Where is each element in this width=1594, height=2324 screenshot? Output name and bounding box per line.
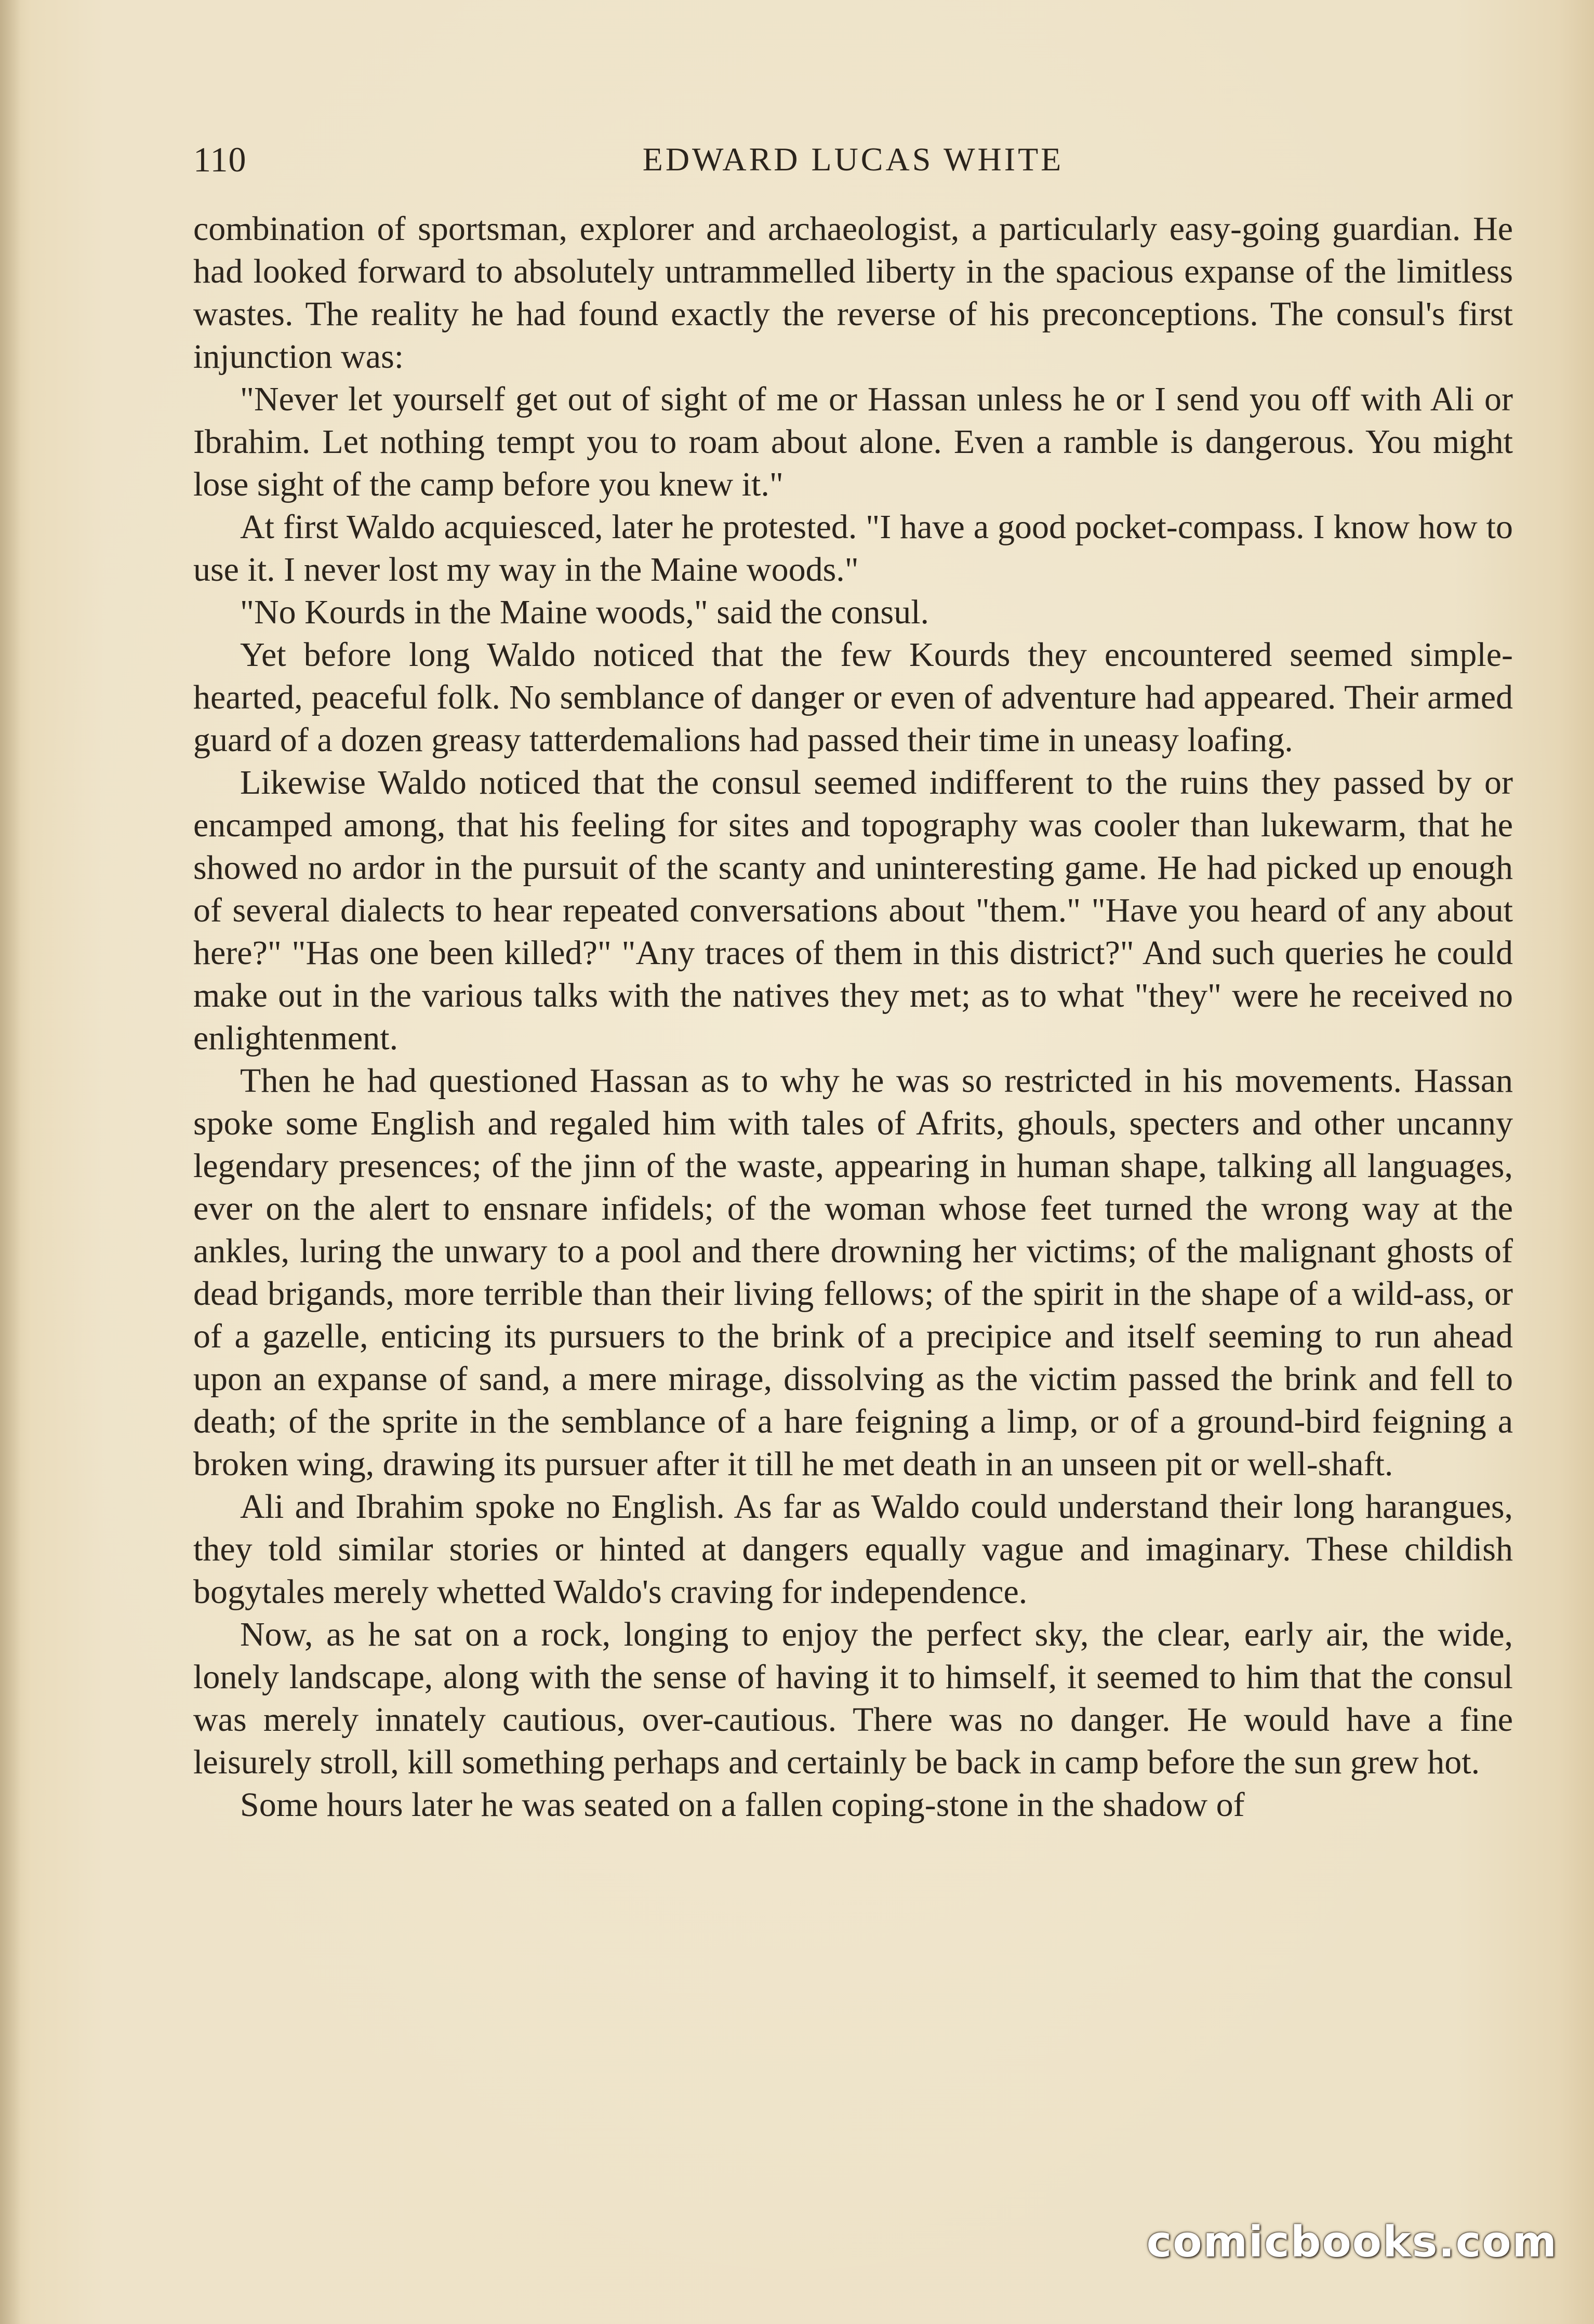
paragraph: Yet before long Waldo noticed that the few Kourds they encountered seemed simple-hearted, peaceful folk. No semblance of danger or even of adventure had appeared. Their armed guard of a dozen greasy tatterdemalions had passed their time in uneasy loafing.	[193, 636, 1513, 759]
running-head-author: EDWARD LUCAS WHITE	[642, 141, 1064, 178]
page-number: 110	[193, 140, 247, 179]
running-head	[193, 136, 1513, 183]
paragraph: Some hours later he was seated on a fallen coping-stone in the shadow of	[240, 1786, 1245, 1824]
paragraph: Likewise Waldo noticed that the consul seemed indifferent to the ruins they passed by or encamped among, that his feeling for sites and topography was cooler than lukewarm, that he showed no ardor in the pursuit of the scanty and uninteresting game. He had picked up enough of several dialects to hear repeated conversations about "them." "Have you heard of any about here?" "Has one been killed?" "Any traces of them in this district?" And such queries he could make out in the various talks with the natives they met; as to what "they" were he received no enlightenment.	[193, 764, 1513, 1057]
paragraph: At first Waldo acquiesced, later he protested. "I have a good pocket-compass. I know how to use it. I never lost my way in the Maine woods."	[193, 508, 1513, 589]
paragraph: "No Kourds in the Maine woods," said the consul.	[240, 593, 929, 631]
paragraph: "Never let yourself get out of sight of me or Hassan unless he or I send you off with Ali or Ibrahim. Let nothing tempt you to roam about alone. Even a ramble is dangerous. You might lose sight of the camp before you knew it."	[193, 380, 1513, 503]
watermark: comicbooks.com	[1146, 2218, 1558, 2267]
paragraph: Now, as he sat on a rock, longing to enjoy the perfect sky, the clear, early air, the wide, lonely landscape, along with the sense of having it to himself, it seemed to him that the consul was merely innately cautious, over-cautious. There was no danger. He would have a fine leisurely stroll, kill something perhaps and certainly be back in camp before the sun grew hot.	[193, 1615, 1513, 1781]
page-edge-shadow	[0, 0, 21, 2324]
body-text	[193, 208, 1513, 1826]
paragraph: combination of sportsman, explorer and archaeologist, a particularly easy-going guardian. He had looked forward to absolutely untrammelled liberty in the spacious expanse of the limitless wastes. The reality he had found exactly the reverse of his preconceptions. The consul's first injunction was:	[193, 210, 1513, 376]
paragraph: Ali and Ibrahim spoke no English. As far as Waldo could understand their long harangues, they told similar stories or hinted at dangers equally vague and imaginary. These childish bogytales merely whetted Waldo's craving for independence.	[193, 1488, 1513, 1611]
paragraph: Then he had questioned Hassan as to why he was so restricted in his movements. Hassan spoke some English and regaled him with tales of Afrits, ghouls, specters and other uncanny legendary presences; of the jinn of the waste, appearing in human shape, talking all languages, ever on the alert to ensnare infidels; of the woman whose feet turned the wrong way at the ankles, luring the unwary to a pool and there drowning her victims; of the malignant ghosts of dead brigands, more terrible than their living fellows; of the spirit in the shape of a wild-ass, or of a gazelle, enticing its pursuers to the brink of a precipice and itself seeming to run ahead upon an expanse of sand, a mere mirage, dissolving as the victim passed the brink and fell to death; of the sprite in the semblance of a hare feigning a limp, or of a ground-bird feigning a broken wing, drawing its pursuer after it till he met death in an unseen pit or well-shaft.	[193, 1062, 1513, 1483]
